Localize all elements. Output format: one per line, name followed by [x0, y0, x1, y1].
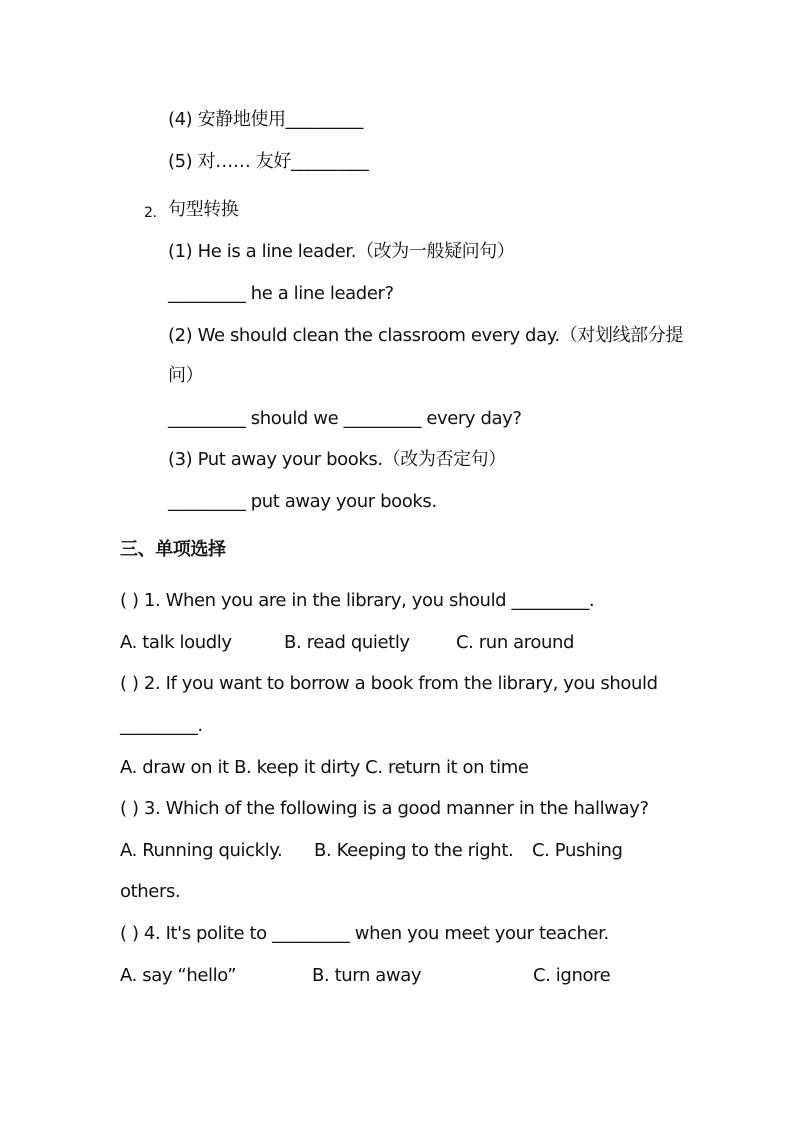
transform-q3-answer: _________ put away your books.: [168, 491, 437, 512]
choice-q3-option-c-cont: others.: [120, 881, 181, 902]
choice-q1: ( ) 1. When you are in the library, you should _________.: [120, 590, 595, 611]
choice-q2-line1: ( ) 2. If you want to borrow a book from the library, you should: [120, 673, 658, 694]
choice-q2-line2: _________.: [120, 715, 203, 736]
choice-q4: ( ) 4. It's polite to _________ when you meet your teacher.: [120, 923, 609, 944]
choice-q2-options: A. draw on it B. keep it dirty C. return it on time: [120, 757, 529, 778]
choice-q3-option-a: A. Running quickly.: [120, 840, 283, 861]
choice-q3: ( ) 3. Which of the following is a good manner in the hallway?: [120, 798, 649, 819]
choice-q1-option-b: B. read quietly: [284, 632, 410, 653]
transform-q1: (1) He is a line leader.（改为一般疑问句）: [168, 241, 515, 262]
section-2-title: 句型转换: [168, 199, 239, 220]
choice-q3-option-b: B. Keeping to the right.: [314, 840, 514, 861]
choice-q4-option-a: A. say “hello”: [120, 965, 237, 986]
choice-q1-option-c: C. run around: [456, 632, 575, 653]
choice-q1-option-a: A. talk loudly: [120, 632, 232, 653]
transform-q2-line1: (2) We should clean the classroom every day.（对划线部分提: [168, 325, 683, 346]
vocab-item-5: (5) 对…… 友好_________: [168, 151, 369, 172]
transform-q3: (3) Put away your books.（改为否定句）: [168, 449, 506, 470]
transform-q1-answer: _________ he a line leader?: [168, 283, 394, 304]
transform-q2-line2: 问）: [168, 365, 204, 386]
section-3-title: 三、单项选择: [120, 539, 226, 560]
choice-q4-option-c: C. ignore: [533, 965, 611, 986]
transform-q2-answer: _________ should we _________ every day?: [168, 408, 522, 429]
choice-q3-option-c: C. Pushing: [532, 840, 623, 861]
vocab-item-4: (4) 安静地使用_________: [168, 109, 364, 130]
choice-q4-option-b: B. turn away: [312, 965, 422, 986]
section-2-number: 2.: [144, 205, 157, 221]
